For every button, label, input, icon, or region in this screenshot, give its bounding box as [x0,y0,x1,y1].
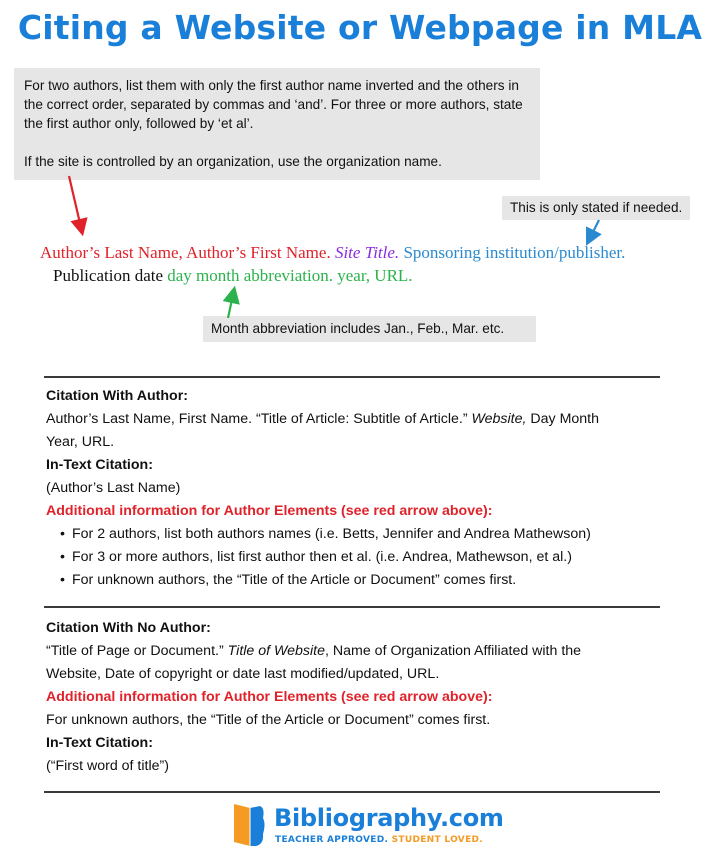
with-author-citation-website: Website, [471,411,527,427]
list-item: • For 3 or more authors, list first author then et al. (i.e. Andrea, Mathewson, et al.) [56,546,666,569]
page-title: Citing a Website or Webpage in MLA [17,8,703,47]
section-no-author [46,617,666,778]
logo-tagline [275,835,483,845]
no-author-heading: Citation With No Author: [46,620,211,636]
publisher-note-text: This is only stated if needed. [510,200,683,215]
author-note-text: For two authors, list them with only the first author name inverted and the others in the correct order, separated by commas and ‘and’. For three or more authors, state the first author only, followed by ‘et al’. [24,78,523,131]
no-author-intext-heading: In-Text Citation: [46,735,153,751]
formula-site-title: Site Title. [334,243,400,262]
logo-tagline-part-1: TEACHER APPROVED. [275,835,389,845]
red-arrow [69,176,82,232]
logo-tagline-part-2: STUDENT LOVED. [388,835,484,845]
no-author-additional-text: For unknown authors, the “Title of the Article or Document” comes first. [46,712,491,728]
formula-pub-label: Publication date [53,266,164,285]
no-author-additional-heading: Additional information for Author Elements (see red arrow above): [46,689,493,705]
divider-1 [44,376,660,378]
blue-arrow [588,220,599,242]
book-logo-icon [230,800,266,850]
no-author-intext: (“First word of title”) [46,758,169,774]
no-author-citation-title: Title of Website [227,643,326,659]
with-author-citation-line2: Year, URL. [46,434,115,450]
with-author-citation [46,408,666,431]
month-note-box [203,316,536,342]
no-author-citation-end: , Name of Organization Affiliated with the [325,643,582,659]
no-author-citation-start: “Title of Page or Document.” [46,643,228,659]
green-arrow [228,290,234,318]
month-note-text: Month abbreviation includes Jan., Feb., Mar. etc. [211,321,505,336]
bibliography-logo[interactable] [230,800,504,850]
with-author-citation-start: Author’s Last Name, First Name. “Title of Article: Subtitle of Article.” [46,411,472,427]
citation-formula-line-2 [53,266,413,286]
formula-publisher: Sponsoring institution/publisher. [403,243,626,262]
citation-formula-line-1 [40,243,625,263]
author-note-box [14,68,540,180]
with-author-citation-end: Day Month [526,411,599,427]
no-author-citation-line2: Website, Date of copyright or date last modified/updated, URL. [46,666,440,682]
section-with-author [46,385,666,592]
logo-name: Bibliography.com [274,804,504,832]
with-author-heading: Citation With Author: [46,388,188,404]
formula-author: Author’s Last Name, Author’s First Name. [40,243,331,262]
divider-3 [44,791,660,793]
with-author-intext-heading: In-Text Citation: [46,457,153,473]
with-author-bullets [46,523,666,592]
formula-date-url: day month abbreviation. year, URL. [167,266,413,285]
with-author-additional-heading: Additional information for Author Elements (see red arrow above): [46,503,493,519]
list-item: • For 2 authors, list both authors names (i.e. Betts, Jennifer and Andrea Mathewson) [56,523,666,546]
no-author-citation [46,640,666,663]
divider-2 [44,606,660,608]
publisher-note-box [502,196,690,220]
organization-note-text: If the site is controlled by an organization, use the organization name. [24,154,442,169]
list-item: • For unknown authors, the “Title of the Article or Document” comes first. [56,569,666,592]
with-author-intext: (Author’s Last Name) [46,480,181,496]
